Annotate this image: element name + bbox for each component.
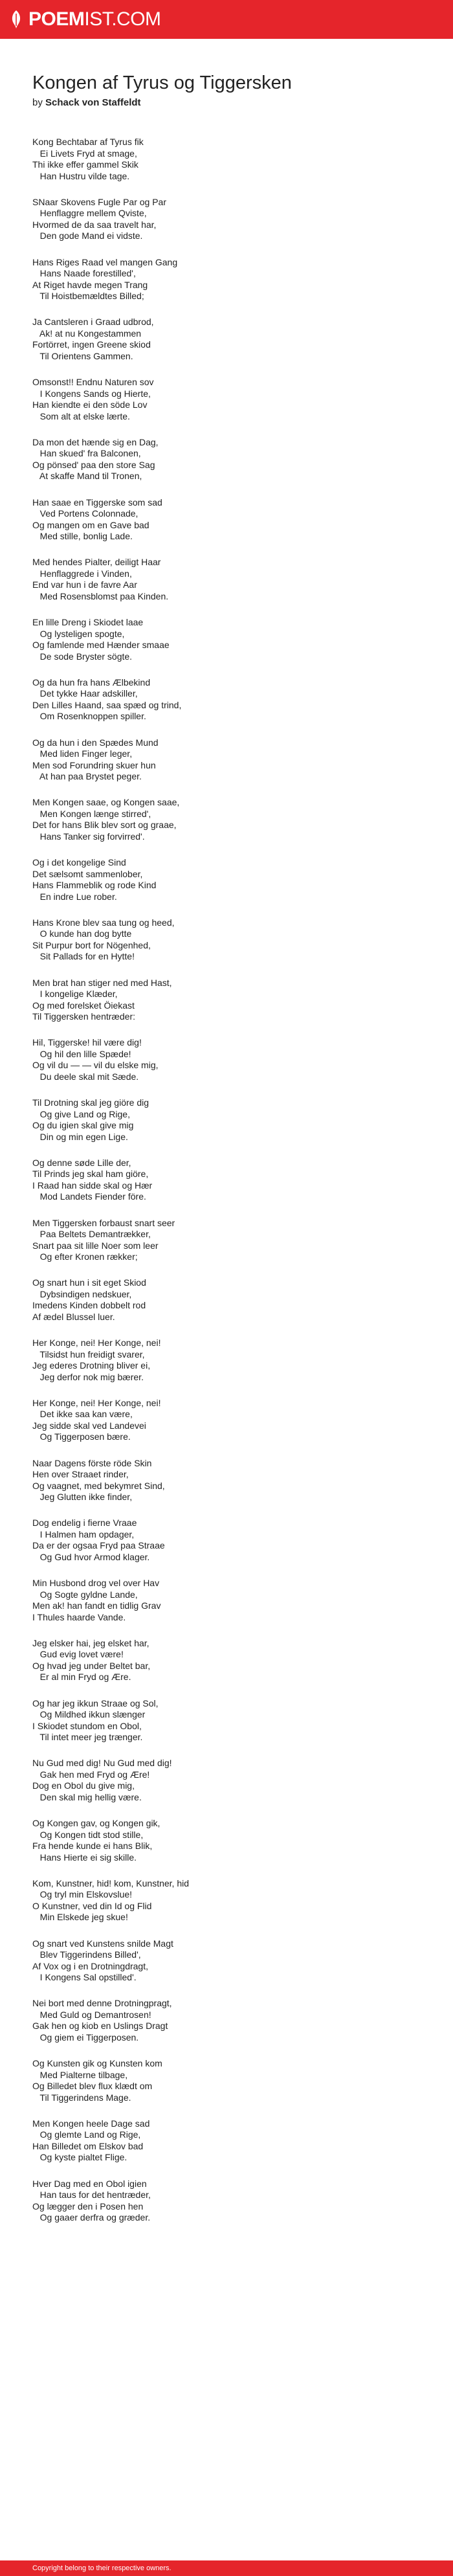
poem-line: SNaar Skovens Fugle Par og Par	[32, 196, 166, 207]
poem-line: I Thules haarde Vande.	[32, 1611, 126, 1622]
poem-stanza	[32, 617, 421, 662]
poem-line: Til Hoistbemældtes Billed;	[32, 291, 144, 301]
poem-stanza	[32, 317, 421, 362]
poem-line: Jeg ederes Drotning bliver ei,	[32, 1360, 151, 1371]
poem-line: Til Orientens Gammen.	[32, 350, 133, 361]
byline	[32, 96, 421, 109]
poem-stanza	[32, 1758, 421, 1803]
poem-line: End var hun i de favre Aar	[32, 579, 137, 590]
poem-stanza	[32, 2118, 421, 2164]
poem-line: Mod Landets Fiender före.	[32, 1191, 146, 1202]
poem-line: Hans Riges Raad vel mangen Gang	[32, 256, 178, 267]
poem-line: Nu Gud med dig! Nu Gud med dig!	[32, 1758, 172, 1769]
poem-line: Om Rosenknoppen spiller.	[32, 711, 146, 722]
poem-line: Men brat han stiger ned med Hast,	[32, 977, 172, 988]
poem-line: De sode Bryster sögte.	[32, 651, 133, 662]
poem-line: Henflaggrede i Vinden,	[32, 568, 132, 579]
poem-line: Med Pialterne tilbage,	[32, 2069, 128, 2080]
poem-line: I kongelige Klæder,	[32, 989, 118, 999]
poem-line: Din og min egen Lige.	[32, 1131, 128, 1142]
poem-line: O Kunstner, ved din Id og Flid	[32, 1900, 152, 1911]
poem-line: I Skiodet stundom en Obol,	[32, 1720, 142, 1731]
poem-stanza	[32, 557, 421, 602]
poem-line: At Riget havde megen Trang	[32, 279, 148, 290]
poem-line: Og i det kongelige Sind	[32, 857, 126, 868]
poem-line: I Raad han sidde skal og Hær	[32, 1180, 153, 1191]
poem-line: Af Vox og i en Drotningdragt,	[32, 1960, 148, 1971]
poem-line: Til Tiggerindens Mage.	[32, 2092, 131, 2103]
poem-line: Hen over Straaet rinder,	[32, 1469, 129, 1479]
poem-line: Kom, Kunstner, hid! kom, Kunstner, hid	[32, 1877, 190, 1888]
poem-stanza	[32, 1518, 421, 1563]
poem-stanza	[32, 497, 421, 543]
site-logo[interactable]	[9, 8, 161, 31]
poem-stanza	[32, 677, 421, 722]
poem-line: Til Drotning skal jeg giöre dig	[32, 1097, 149, 1108]
poem-line: Og lysteligen spogte,	[32, 628, 125, 639]
poem-line: Dog en Obol du give mig,	[32, 1780, 135, 1791]
poem-line: Med Guld og Demantrosen!	[32, 2009, 151, 2020]
poem-line: I Kongens Sal opstilled'.	[32, 1972, 137, 1982]
poem-line: Og Gud hvor Armod klager.	[32, 1551, 150, 1562]
poem-line: Nei bort med denne Drotningpragt,	[32, 1998, 172, 2009]
poem-line: Men Kongen længe stirred',	[32, 808, 151, 819]
site-header	[0, 0, 453, 39]
poem-line: Med liden Finger leger,	[32, 748, 133, 759]
poem-title: Kongen af Tyrus og Tiggersken	[32, 73, 292, 93]
poem-stanza	[32, 1458, 421, 1503]
poem-line: Gak hen og kiob en Uslings Dragt	[32, 2021, 168, 2032]
poem-line: Sit Purpur bort for Nögenhed,	[32, 939, 151, 950]
poem-line: En lille Dreng i Skiodet laae	[32, 617, 144, 627]
poem-stanza	[32, 437, 421, 482]
poem-line: Og hil den lille Spæde!	[32, 1048, 131, 1059]
poem-line: Det for hans Blik blev sort og graae,	[32, 820, 177, 831]
poem-line: Og snart ved Kunstens snilde Magt	[32, 1938, 173, 1949]
poem-line: Her Konge, nei! Her Konge, nei!	[32, 1338, 161, 1348]
poem-stanza	[32, 2058, 421, 2103]
poem-container	[32, 71, 421, 2238]
poem-line: At skaffe Mand til Tronen,	[32, 471, 142, 482]
poem-line: Hans Tanker sig forvirred'.	[32, 831, 145, 842]
poem-stanza	[32, 1998, 421, 2043]
poem-stanza	[32, 1037, 421, 1082]
poem-line: Og du igien skal give mig	[32, 1120, 134, 1130]
poem-stanza	[32, 1158, 421, 1203]
site-footer	[0, 2560, 453, 2576]
poem-line: Og da hun i den Spædes Mund	[32, 737, 159, 748]
poem-line: Den Lilles Haand, saa spæd og trind,	[32, 699, 182, 710]
poem-line: Og pönsed' paa den store Sag	[32, 459, 155, 470]
poem-stanza	[32, 1398, 421, 1443]
poem-line: Paa Beltets Demantrækker,	[32, 1229, 151, 1239]
logo-text-bold: POEM	[28, 8, 85, 30]
poem-line: Han saae en Tiggerske som sad	[32, 497, 162, 508]
poem-line: Jeg derfor nok mig bærer.	[32, 1371, 144, 1382]
poem-line: Og give Land og Rige,	[32, 1108, 130, 1119]
poem-line: Blev Tiggerindens Billed',	[32, 1949, 141, 1960]
poem-line: Med Rosensblomst paa Kinden.	[32, 590, 169, 601]
poem-line: Og Sogte gyldne Lande,	[32, 1589, 138, 1600]
logo-text-light: IST.COM	[84, 8, 161, 30]
poem-line: Og mangen om en Gave bad	[32, 519, 149, 530]
poem-line: Henflaggre mellem Qviste,	[32, 208, 147, 219]
poem-line: Men Kongen saae, og Kongen saae,	[32, 797, 180, 808]
poem-stanza	[32, 1338, 421, 1383]
poem-line: Den skal mig hellig være.	[32, 1791, 142, 1802]
poem-stanza	[32, 917, 421, 963]
poem-line: I Halmen ham opdager,	[32, 1529, 135, 1540]
poem-line: Til Tiggersken hentræder:	[32, 1011, 135, 1022]
poem-stanza	[32, 737, 421, 783]
poem-line: Og Billedet blev flux klædt om	[32, 2081, 153, 2091]
poem-stanza	[32, 1698, 421, 1743]
poem-line: Ja Cantsleren i Graad udbrod,	[32, 317, 154, 328]
poem-line: Og med forelsket Öiekast	[32, 1000, 135, 1011]
poem-line: Jeg Glutten ikke finder,	[32, 1492, 133, 1502]
poem-line: Og vaagnet, med bekymret Sind,	[32, 1480, 165, 1491]
poem-stanza	[32, 978, 421, 1023]
poem-line: Og tryl min Elskovslue!	[32, 1889, 133, 1900]
poem-stanza	[32, 797, 421, 842]
poem-line: Min Elskede jeg skue!	[32, 1912, 128, 1923]
poem-line: Hil, Tiggerske! hil være dig!	[32, 1037, 142, 1048]
poem-line: Ei Livets Fryd at smage,	[32, 148, 137, 159]
poem-stanza	[32, 1878, 421, 1923]
poem-line: Han Hustru vilde tage.	[32, 170, 130, 181]
poem-line: En indre Lue rober.	[32, 891, 117, 902]
poem-line: Jeg sidde skal ved Landevei	[32, 1420, 146, 1431]
poem-stanza	[32, 1218, 421, 1263]
poem-line: Hans Hierte ei sig skille.	[32, 1852, 137, 1863]
poem-line: Dybsindigen nedskuer,	[32, 1288, 132, 1299]
poem-line: Hans Flammeblik og rode Kind	[32, 880, 157, 890]
poem-line: Her Konge, nei! Her Konge, nei!	[32, 1397, 161, 1408]
poem-line: Omsonst!! Endnu Naturen sov	[32, 377, 154, 387]
poem-line: Han kiendte ei den söde Lov	[32, 399, 148, 410]
poem-line: Og da hun fra hans Ælbekind	[32, 677, 151, 688]
poem-line: Fortörret, ingen Greene skiod	[32, 339, 151, 350]
poem-line: Og snart hun i sit eget Skiod	[32, 1277, 146, 1288]
poem-line: Ved Portens Colonnade,	[32, 508, 138, 519]
poem-stanza	[32, 1638, 421, 1683]
poem-line: Og hvad jeg under Beltet bar,	[32, 1660, 151, 1671]
site-logo-text	[28, 8, 161, 31]
poem-line: Ak! at nu Kongestammen	[32, 328, 142, 339]
poem-line: Dog endelig i fierne Vraae	[32, 1518, 137, 1529]
poem-line: Hver Dag med en Obol igien	[32, 2178, 147, 2189]
poem-line: Med hendes Pialter, deiligt Haar	[32, 557, 161, 568]
poem-line: Med stille, bonlig Lade.	[32, 531, 133, 541]
poem-line: Det sælsomt sammenlober,	[32, 868, 143, 879]
poem-stanza	[32, 197, 421, 242]
poem-line: Men ak! han fandt en tidlig Grav	[32, 1600, 161, 1611]
poem-line: Sit Pallads for en Hytte!	[32, 951, 135, 962]
poem-line: I Kongens Sands og Hierte,	[32, 388, 151, 399]
poem-line: At han paa Brystet peger.	[32, 771, 142, 781]
poem-line: Han skued' fra Balconen,	[32, 448, 141, 459]
poem-line: Af ædel Blussel luer.	[32, 1311, 115, 1322]
poem-line: Og Kongen tidt stod stille,	[32, 1829, 144, 1840]
poem-line: Og glemte Land og Rige,	[32, 2129, 141, 2140]
poem-line: Gak hen med Fryd og Ære!	[32, 1769, 150, 1780]
poem-stanza	[32, 257, 421, 302]
poem-line: Naar Dagens förste röde Skin	[32, 1457, 152, 1468]
poem-line: Imedens Kinden dobbelt rod	[32, 1300, 146, 1311]
poem-line: Det tykke Haar adskiller,	[32, 688, 138, 699]
poem-body	[32, 137, 421, 2224]
poem-line: Han taus for det hentræder,	[32, 2190, 151, 2200]
poem-line: Og famlende med Hænder smaae	[32, 640, 170, 650]
author-link[interactable]: Schack von Staffeldt	[45, 97, 141, 108]
poem-line: Hvormed de da saa travelt har,	[32, 219, 157, 230]
poem-stanza	[32, 1938, 421, 1984]
poem-line: Og denne søde Lille der,	[32, 1157, 131, 1168]
poem-stanza	[32, 137, 421, 182]
poem-line: Da er der ogsaa Fryd paa Straae	[32, 1540, 165, 1551]
poem-line: Jeg elsker hai, jeg elsket har,	[32, 1637, 149, 1648]
poem-line: Og Mildhed ikkun slænger	[32, 1709, 146, 1719]
poem-line: Hans Krone blev saa tung og heed,	[32, 917, 175, 928]
poem-line: Men sod Forundring skuer hun	[32, 759, 156, 770]
poem-line: Det ikke saa kan være,	[32, 1409, 133, 1420]
poem-line: Men Tiggersken forbaust snart seer	[32, 1217, 175, 1228]
poem-line: Og lægger den i Posen hen	[32, 2201, 144, 2212]
poem-stanza	[32, 2178, 421, 2224]
poem-line: Snart paa sit lille Noer som leer	[32, 1240, 159, 1251]
poem-line: Og Kongen gav, og Kongen gik,	[32, 1818, 160, 1828]
poem-stanza	[32, 1277, 421, 1323]
poem-line: Kong Bechtabar af Tyrus fik	[32, 137, 144, 147]
poem-line: Og kyste pialtet Flige.	[32, 2152, 127, 2163]
poem-line: Thi ikke effer gammel Skik	[32, 159, 138, 170]
poem-line: Tilsidst hun freidigt svarer,	[32, 1349, 145, 1360]
poem-line: Min Husbond drog vel over Hav	[32, 1578, 160, 1588]
copyright-notice: Copyright belong to their respective owners.	[32, 2564, 171, 2572]
poem-line: Fra hende kunde ei hans Blik,	[32, 1841, 153, 1851]
byline-prefix: by	[32, 97, 43, 108]
poem-line: Og Kunsten gik og Kunsten kom	[32, 2058, 162, 2068]
poem-line: Og vil du — — vil du elske mig,	[32, 1060, 159, 1071]
quill-pen-icon	[9, 10, 23, 29]
poem-line: Du deele skal mit Sæde.	[32, 1071, 139, 1082]
poem-line: O kunde han dog bytte	[32, 928, 132, 939]
poem-line: Hans Naade forestilled',	[32, 268, 136, 278]
poem-line: Og gaaer derfra og græder.	[32, 2212, 151, 2223]
poem-stanza	[32, 1097, 421, 1143]
poem-stanza	[32, 1578, 421, 1623]
poem-line: Er al min Fryd og Ære.	[32, 1672, 131, 1683]
poem-line: Da mon det hænde sig en Dag,	[32, 436, 159, 447]
poem-line: Han Billedet om Elskov bad	[32, 2140, 144, 2151]
poem-line: Gud evig lovet være!	[32, 1649, 124, 1660]
poem-line: Som alt at elske lærte.	[32, 410, 130, 421]
poem-line: Og efter Kronen rækker;	[32, 1251, 138, 1262]
poem-line: Og giem ei Tiggerposen.	[32, 2032, 139, 2043]
poem-stanza	[32, 857, 421, 902]
poem-line: Den gode Mand ei vidste.	[32, 230, 143, 241]
poem-line: Men Kongen heele Dage sad	[32, 2118, 150, 2129]
poem-stanza	[32, 377, 421, 422]
poem-line: Og har jeg ikkun Straae og Sol,	[32, 1697, 159, 1708]
poem-line: Til intet meer jeg trænger.	[32, 1732, 143, 1742]
poem-line: Og Tiggerposen bære.	[32, 1431, 131, 1442]
poem-line: Til Prinds jeg skal ham giöre,	[32, 1169, 149, 1180]
poem-stanza	[32, 1818, 421, 1863]
